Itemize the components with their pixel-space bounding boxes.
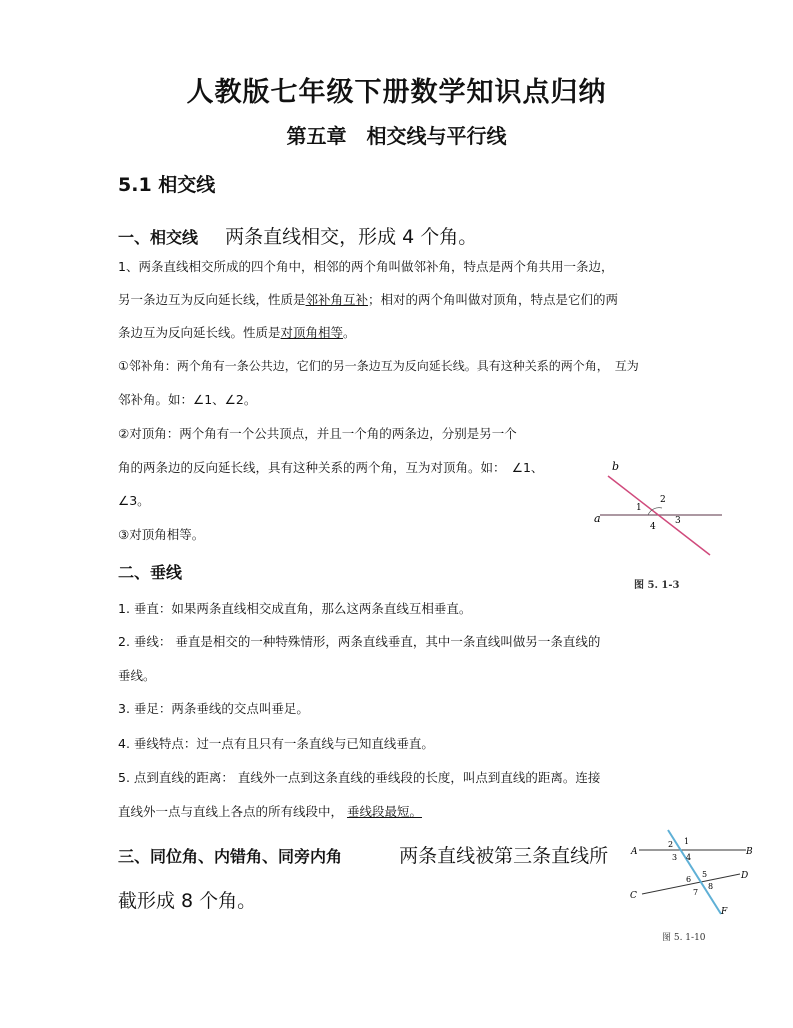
label-A: A: [631, 847, 638, 857]
figure-intersecting-lines: [588, 456, 728, 596]
part1-heading: 一、相交线: [118, 228, 199, 247]
vert-line3: ∠3。: [118, 493, 150, 508]
label-b: b: [612, 460, 620, 473]
angle-5: 5: [702, 870, 708, 879]
part1-note: 两条直线相交，形成 4 个角。: [225, 226, 478, 248]
angle-4: 4: [650, 522, 656, 532]
p1-line2-b: ；相对的两个角叫做对顶角，特点是它们的两: [368, 292, 619, 307]
figure1-caption: 图 5. 1-3: [634, 580, 680, 591]
angle-1: 1: [636, 503, 642, 513]
angle-7: 7: [693, 888, 699, 897]
label-D: D: [741, 871, 749, 881]
angle-2: 2: [660, 495, 666, 505]
figure2-svg: [626, 826, 766, 926]
perp-item-2-line1: 2. 垂线： 垂直是相交的一种特殊情形，两条直线垂直，其中一条直线叫做另一条直线的: [118, 634, 601, 649]
label-C: C: [630, 891, 637, 901]
angle-1: 1: [684, 837, 690, 846]
adj-line1: ①邻补角：两个角有一条公共边，它们的另一条边互为反向延长线。具有这种关系的两个角， 互为: [118, 359, 639, 373]
section-title: 5.1 相交线: [118, 174, 216, 196]
perp-item-4: 4. 垂线特点：过一点有且只有一条直线与已知直线垂直。: [118, 736, 434, 751]
label-a: a: [594, 512, 601, 525]
vert-line2: 角的两条边的反向延长线，具有这种关系的两个角，互为对顶角。如： ∠1、: [118, 460, 544, 475]
perp-item-5-line2: [118, 802, 422, 820]
part3-heading: 三、同位角、内错角、同旁内角: [118, 847, 343, 866]
vert-line1: ②对顶角：两个角有一个公共顶点，并且一个角的两条边，分别是另一个: [118, 426, 517, 441]
p1-line2-underline: 邻补角互补: [305, 292, 369, 307]
angle-8: 8: [708, 882, 714, 891]
p1-line2-a: 另一条边互为反向延长线，性质是: [118, 292, 306, 307]
figure-transversal: [626, 826, 766, 943]
p1-line3-underline: 对顶角相等: [280, 325, 344, 340]
figure2-caption: 图 5. 1-10: [662, 933, 706, 943]
vert-line4: ③对顶角相等。: [118, 527, 205, 542]
p1-line2: [118, 290, 618, 308]
part3-note-line2: 截形成 8 个角。: [118, 890, 257, 912]
chapter-title: 第五章 相交线与平行线: [286, 124, 507, 148]
label-F: F: [721, 907, 728, 917]
angle-3: 3: [672, 853, 678, 862]
perp-item-3: 3. 垂足：两条垂线的交点叫垂足。: [118, 701, 309, 716]
document-title: 人教版七年级下册数学知识点归纳: [186, 77, 607, 108]
perp-item-1: 1. 垂直：如果两条直线相交成直角，那么这两条直线互相垂直。: [118, 601, 472, 616]
p1-line1: 1、两条直线相交所成的四个角中，相邻的两个角叫做邻补角，特点是两个角共用一条边，: [118, 259, 614, 274]
part1-heading-row: [118, 222, 477, 249]
perp-item-5-line1: 5. 点到直线的距离： 直线外一点到这条直线的垂线段的长度，叫点到直线的距离。连接: [118, 770, 601, 785]
p1-line3-b: 。: [343, 325, 356, 340]
line-ef: [668, 830, 721, 914]
perp-item-5-underline: 垂线段最短。: [346, 804, 422, 819]
angle-3: 3: [675, 516, 681, 526]
angle-4: 4: [686, 853, 692, 862]
angle-6: 6: [686, 875, 692, 884]
figure1-svg: [588, 456, 728, 596]
label-B: B: [746, 847, 753, 857]
p1-line3: [118, 323, 356, 341]
perp-item-2-line2: 垂线。: [118, 668, 156, 683]
p1-line3-a: 条边互为反向延长线。性质是: [118, 325, 281, 340]
part3-heading-row: [118, 841, 608, 868]
perp-item-5-line2-a: 直线外一点与直线上各点的所有线段中，: [118, 804, 347, 819]
angle-2: 2: [668, 840, 674, 849]
part3-note-line1: 两条直线被第三条直线所: [399, 845, 609, 867]
part2-heading: 二、垂线: [118, 563, 183, 582]
adj-line2: 邻补角。如：∠1、∠2。: [118, 392, 257, 407]
